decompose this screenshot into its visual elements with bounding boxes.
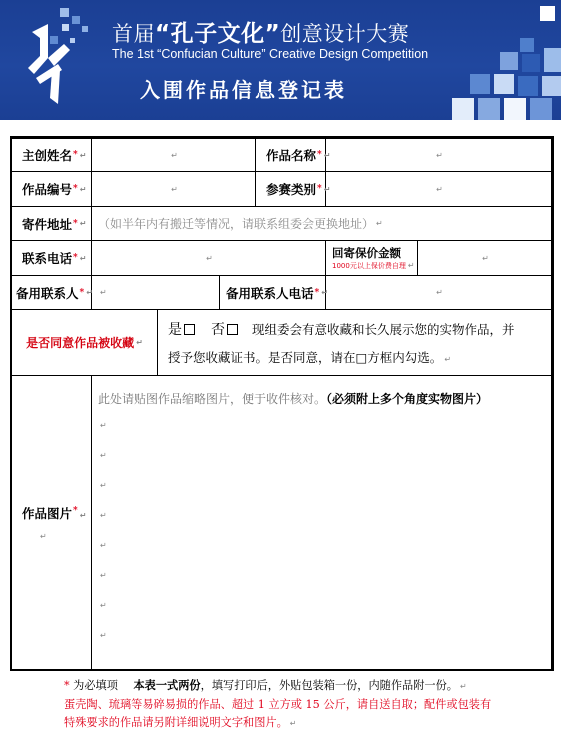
paragraph-mark-icon: ↵ [171, 184, 178, 194]
phone-label: 联系电话 * ↵ [12, 241, 92, 275]
contest-title [112, 15, 409, 48]
paragraph-mark-icon: ↵ [376, 219, 383, 228]
mosaic-tile [530, 98, 552, 120]
form-row-phone [12, 241, 551, 276]
consent-no-checkbox[interactable] [227, 324, 238, 335]
consent-yes-checkbox[interactable] [184, 324, 195, 335]
mosaic-tile [522, 54, 540, 72]
mosaic-tile [478, 98, 500, 120]
consent-text-line1: 现组委会有意收藏和长久展示您的实物作品，并 [251, 322, 515, 337]
registration-form [10, 136, 554, 671]
form-row-backup-contact [12, 276, 551, 310]
mosaic-tile [500, 52, 518, 70]
note-line-2: 蛋壳陶、琉璃等易碎易损的作品、超过 1 立方或 15 公斤，请自送自取；配件或包装有 [64, 698, 492, 711]
paragraph-mark-icon: ↵ [100, 631, 107, 640]
collection-consent-label: 是否同意作品被收藏 ↵ [12, 310, 158, 375]
note-line-3: 特殊要求的作品请另附详细说明文字和图片。 ↵ [64, 716, 297, 729]
paragraph-mark-icon: ↵ [436, 288, 443, 297]
paragraph-mark-icon: ↵ [321, 288, 328, 297]
title-prefix: 首届 [112, 22, 155, 46]
required-mark: * [314, 287, 320, 298]
required-mark: * [317, 184, 322, 194]
note-line-1: * 为必填项 本表一式两份，填写打印后，外贴包装箱一份，内随作品附一份。 ↵ [64, 678, 467, 692]
entry-category-input[interactable] [323, 172, 551, 206]
contest-title-english: The 1st “Confucian Culture” Creative Design Competition [112, 47, 429, 61]
required-mark: * [73, 150, 78, 160]
paragraph-mark-icon: ↵ [100, 601, 107, 610]
work-title-input[interactable] [323, 139, 551, 171]
mosaic-tile [540, 6, 555, 21]
work-photo-label: 作品图片* ↵ ↵ [12, 376, 92, 669]
paragraph-mark-icon: ↵ [407, 261, 415, 270]
mosaic-tile [518, 76, 538, 96]
required-mark: * [73, 218, 78, 229]
paragraph-mark-icon: ↵ [459, 682, 467, 691]
main-author-label: 主创姓名 * ↵ [12, 139, 92, 171]
mosaic-tile [520, 38, 534, 52]
paragraph-mark-icon: ↵ [100, 571, 107, 580]
form-row-photo [12, 376, 551, 669]
backup-contact-label: 备用联系人 * ↵ [12, 276, 92, 309]
form-row-main-author [12, 139, 551, 172]
paragraph-mark-icon: ↵ [100, 421, 107, 430]
phone-input[interactable] [92, 241, 326, 275]
paragraph-mark-icon: ↵ [136, 338, 143, 347]
insured-value-label [326, 241, 418, 275]
title-suffix: 创意设计大赛 [280, 22, 410, 46]
paragraph-mark-icon: ↵ [323, 150, 331, 160]
insured-value-title: 回寄保价金额 [332, 246, 401, 260]
paragraph-mark-icon: ↵ [436, 150, 443, 160]
note-copies-emphasis: 本表一式两份 [133, 678, 201, 692]
paragraph-mark-icon: ↵ [323, 184, 331, 194]
form-title: 入围作品信息登记表 [140, 78, 347, 102]
backup-phone-label: 备用联系人电话 * ↵ [220, 276, 326, 309]
consent-text-line2: 授予您收藏证书。是否同意，请在□方框内勾选。 [168, 350, 443, 365]
mosaic-tile [542, 76, 561, 96]
header-banner [0, 0, 561, 120]
paragraph-mark-icon: ↵ [444, 355, 452, 364]
paragraph-mark-icon: ↵ [100, 511, 107, 520]
paragraph-mark-icon: ↵ [289, 719, 297, 728]
form-row-address [12, 207, 551, 241]
paragraph-mark-icon: ↵ [100, 288, 107, 297]
entry-category-label: 参赛类别 * ↵ [256, 172, 326, 206]
paragraph-mark-icon: ↵ [40, 532, 47, 541]
paragraph-mark-icon: ↵ [79, 511, 87, 520]
required-mark: * [64, 679, 70, 692]
paragraph-mark-icon: ↵ [86, 288, 93, 297]
paragraph-mark-icon: ↵ [171, 150, 178, 160]
contest-logo-icon [18, 14, 82, 106]
mosaic-tile [504, 98, 526, 120]
required-mark: * [73, 253, 78, 263]
paragraph-mark-icon: ↵ [482, 253, 489, 263]
consent-yes-label: 是 [168, 322, 182, 338]
mosaic-tile [82, 26, 88, 32]
form-row-work-number [12, 172, 551, 207]
shipping-address-label: 寄件地址 * ↵ [12, 207, 92, 240]
paragraph-mark-icon: ↵ [79, 184, 87, 194]
work-number-input[interactable] [92, 172, 256, 206]
paragraph-mark-icon: ↵ [79, 253, 87, 263]
footer-notes [64, 676, 534, 733]
required-mark: * [73, 184, 78, 194]
insured-value-note: 1000元以上保价费自理 ↵ [332, 261, 415, 270]
mosaic-tile [470, 74, 490, 94]
mosaic-tile [452, 98, 474, 120]
consent-no-label: 否 [210, 322, 225, 338]
shipping-address-input[interactable] [92, 207, 551, 240]
work-number-label: 作品编号 * ↵ [12, 172, 92, 206]
insured-value-input[interactable] [418, 241, 551, 275]
work-photo-area[interactable] [92, 376, 551, 669]
main-author-input[interactable] [92, 139, 256, 171]
mosaic-tile [544, 48, 561, 72]
title-highlight: “孔子文化” [155, 21, 281, 47]
paragraph-mark-icon: ↵ [79, 150, 87, 160]
required-mark: * [79, 287, 85, 298]
form-row-consent [12, 310, 551, 376]
backup-contact-input[interactable] [92, 276, 220, 309]
paragraph-mark-icon: ↵ [100, 451, 107, 460]
work-photo-hint-emphasis: （必须附上多个角度实物图片） [326, 392, 489, 406]
shipping-address-hint: （如半年内有搬迁等情况，请联系组委会更换地址） [98, 217, 375, 231]
paragraph-mark-icon: ↵ [436, 184, 443, 194]
mosaic-tile [494, 74, 514, 94]
paragraph-mark-icon: ↵ [100, 541, 107, 550]
paragraph-mark-icon: ↵ [79, 219, 87, 228]
backup-phone-input[interactable] [326, 276, 551, 309]
collection-consent-text [158, 310, 551, 375]
work-title-label: 作品名称 * ↵ [256, 139, 326, 171]
paragraph-mark-icon: ↵ [100, 481, 107, 490]
work-photo-hint: 此处请贴图作品缩略图片，便于收件核对。（必须附上多个角度实物图片） [98, 392, 489, 406]
required-mark: * [317, 150, 322, 160]
required-mark: * [73, 505, 78, 516]
paragraph-mark-icon: ↵ [206, 253, 213, 263]
